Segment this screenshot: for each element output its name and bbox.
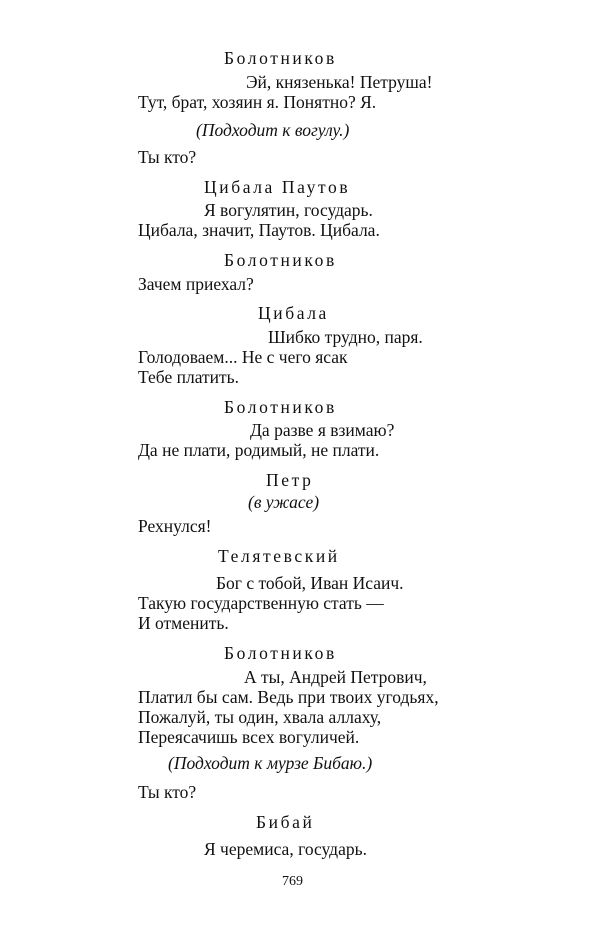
verse-line: Цибала, значит, Паутов. Цибала. xyxy=(138,220,380,240)
page-number: 769 xyxy=(282,874,303,889)
stage-direction: (Подходит к мурзе Бибаю.) xyxy=(168,753,373,773)
verse-line: Платил бы сам. Ведь при твоих угодьях, xyxy=(138,687,439,707)
speaker-name: Болотников xyxy=(224,48,337,68)
speaker-name: Цибала Паутов xyxy=(204,177,351,197)
verse-line: Шибко трудно, паря. xyxy=(268,327,423,347)
verse-line: Рехнулся! xyxy=(138,516,212,536)
speaker-name: Бибай xyxy=(256,812,315,832)
speaker-name: Болотников xyxy=(224,250,337,270)
verse-line: И отменить. xyxy=(138,613,229,633)
speaker-name: Болотников xyxy=(224,643,337,663)
verse-line: Да разве я взимаю? xyxy=(250,420,395,440)
verse-line: Переясачишь всех вогуличей. xyxy=(138,727,360,747)
verse-line: Тут, брат, хозяин я. Понятно? Я. xyxy=(138,92,377,112)
speaker-name: Телятевский xyxy=(218,546,340,566)
speaker-name: Петр xyxy=(266,470,314,490)
verse-line: А ты, Андрей Петрович, xyxy=(244,667,427,687)
verse-line: Бог с тобой, Иван Исаич. xyxy=(216,573,404,593)
verse-line: Да не плати, родимый, не плати. xyxy=(138,440,380,460)
verse-line: Такую государственную стать — xyxy=(138,593,384,613)
verse-line: Я вогулятин, государь. xyxy=(204,200,373,220)
verse-line: Голодоваем... Не с чего ясак xyxy=(138,347,348,367)
stage-direction: (Подходит к вогулу.) xyxy=(196,120,350,140)
verse-line: Ты кто? xyxy=(138,147,197,167)
verse-line: Тебе платить. xyxy=(138,367,240,387)
speaker-name: Цибала xyxy=(258,303,329,323)
verse-line: Я черемиса, государь. xyxy=(204,839,367,859)
verse-line: Ты кто? xyxy=(138,782,197,802)
stage-direction: (в ужасе) xyxy=(248,492,320,512)
speaker-name: Болотников xyxy=(224,397,337,417)
verse-line: Пожалуй, ты один, хвала аллаху, xyxy=(138,707,382,727)
verse-line: Эй, князенька! Петруша! xyxy=(246,72,433,92)
verse-line: Зачем приехал? xyxy=(138,274,254,294)
